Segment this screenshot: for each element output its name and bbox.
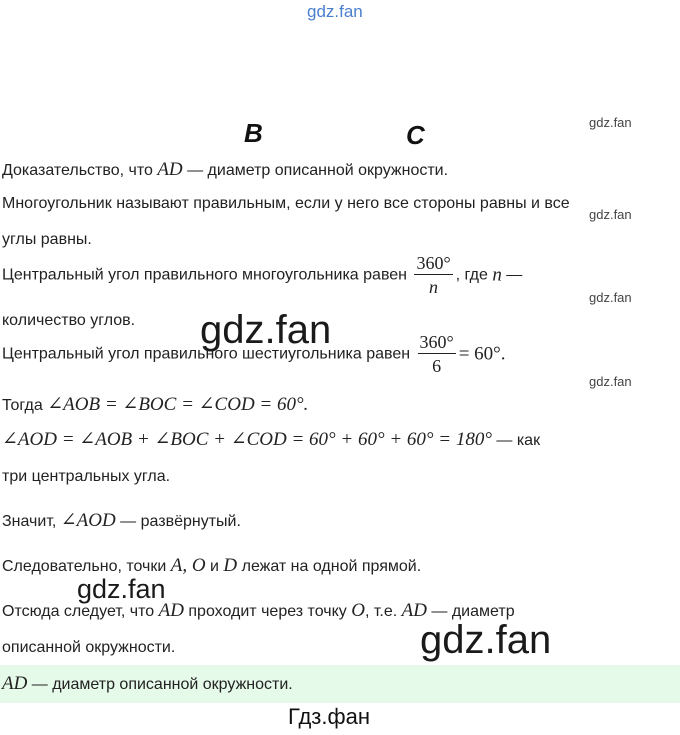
central-angle-formula: Центральный угол правильного многоугольника равен $\frac{360^\circ}{n}$ , где n — [2,253,523,297]
definition-line: Многоугольник называют правильным, если у него все стороны равны и все [2,195,570,212]
watermark-small: gdz.fan [589,207,632,222]
watermark-large: gdz.fan [420,618,552,662]
angle-count-line: количество углов. [2,312,136,329]
watermark-footer: Гдз.фан [288,704,370,729]
watermark-medium: gdz.fan [77,574,166,604]
diameter-reasoning-line-end: описанной окружности. [2,639,176,656]
conclusion-text: AD — диаметр описанной окружности. [2,673,293,694]
equal-angles-line: Тогда ∠AOB = ∠BOC = ∠COD = 60°. [2,394,309,415]
watermark-small: gdz.fan [589,115,632,130]
fraction-360-over-6: $\frac{360^\circ}{6}$ [419,332,454,376]
fraction-360-over-n: $\frac{360^\circ}{n}$ [416,253,451,297]
hexagon-angle-formula: Центральный угол правильного шестиугольника равен $\frac{360^\circ}{6}$ = 60°. [2,332,506,376]
collinear-points-line: Следовательно, точки A, O и D лежат на одной прямой. [2,555,422,576]
straight-angle-line: Значит, ∠AOD — развёрнутый. [2,510,241,531]
watermark-top: gdz.fan [307,2,363,21]
watermark-small: gdz.fan [589,290,632,305]
diameter-reasoning-line: Отсюда следует, что AD проходит через точку O, т.е. AD — диаметр [2,600,515,621]
proof-heading: Доказательство, что AD — диаметр описанной окружности. [2,159,449,180]
vertex-label-c: C [406,120,425,150]
angle-sum-line-end: три центральных угла. [2,468,171,485]
vertex-label-b: B [244,118,263,148]
watermark-large: gdz.fan [200,308,332,352]
angle-sum-line: ∠AOD = ∠AOB + ∠BOC + ∠COD = 60° + 60° + 60° = 180° — как [2,429,541,450]
definition-line-end: углы равны. [2,231,92,248]
watermark-small: gdz.fan [589,374,632,389]
